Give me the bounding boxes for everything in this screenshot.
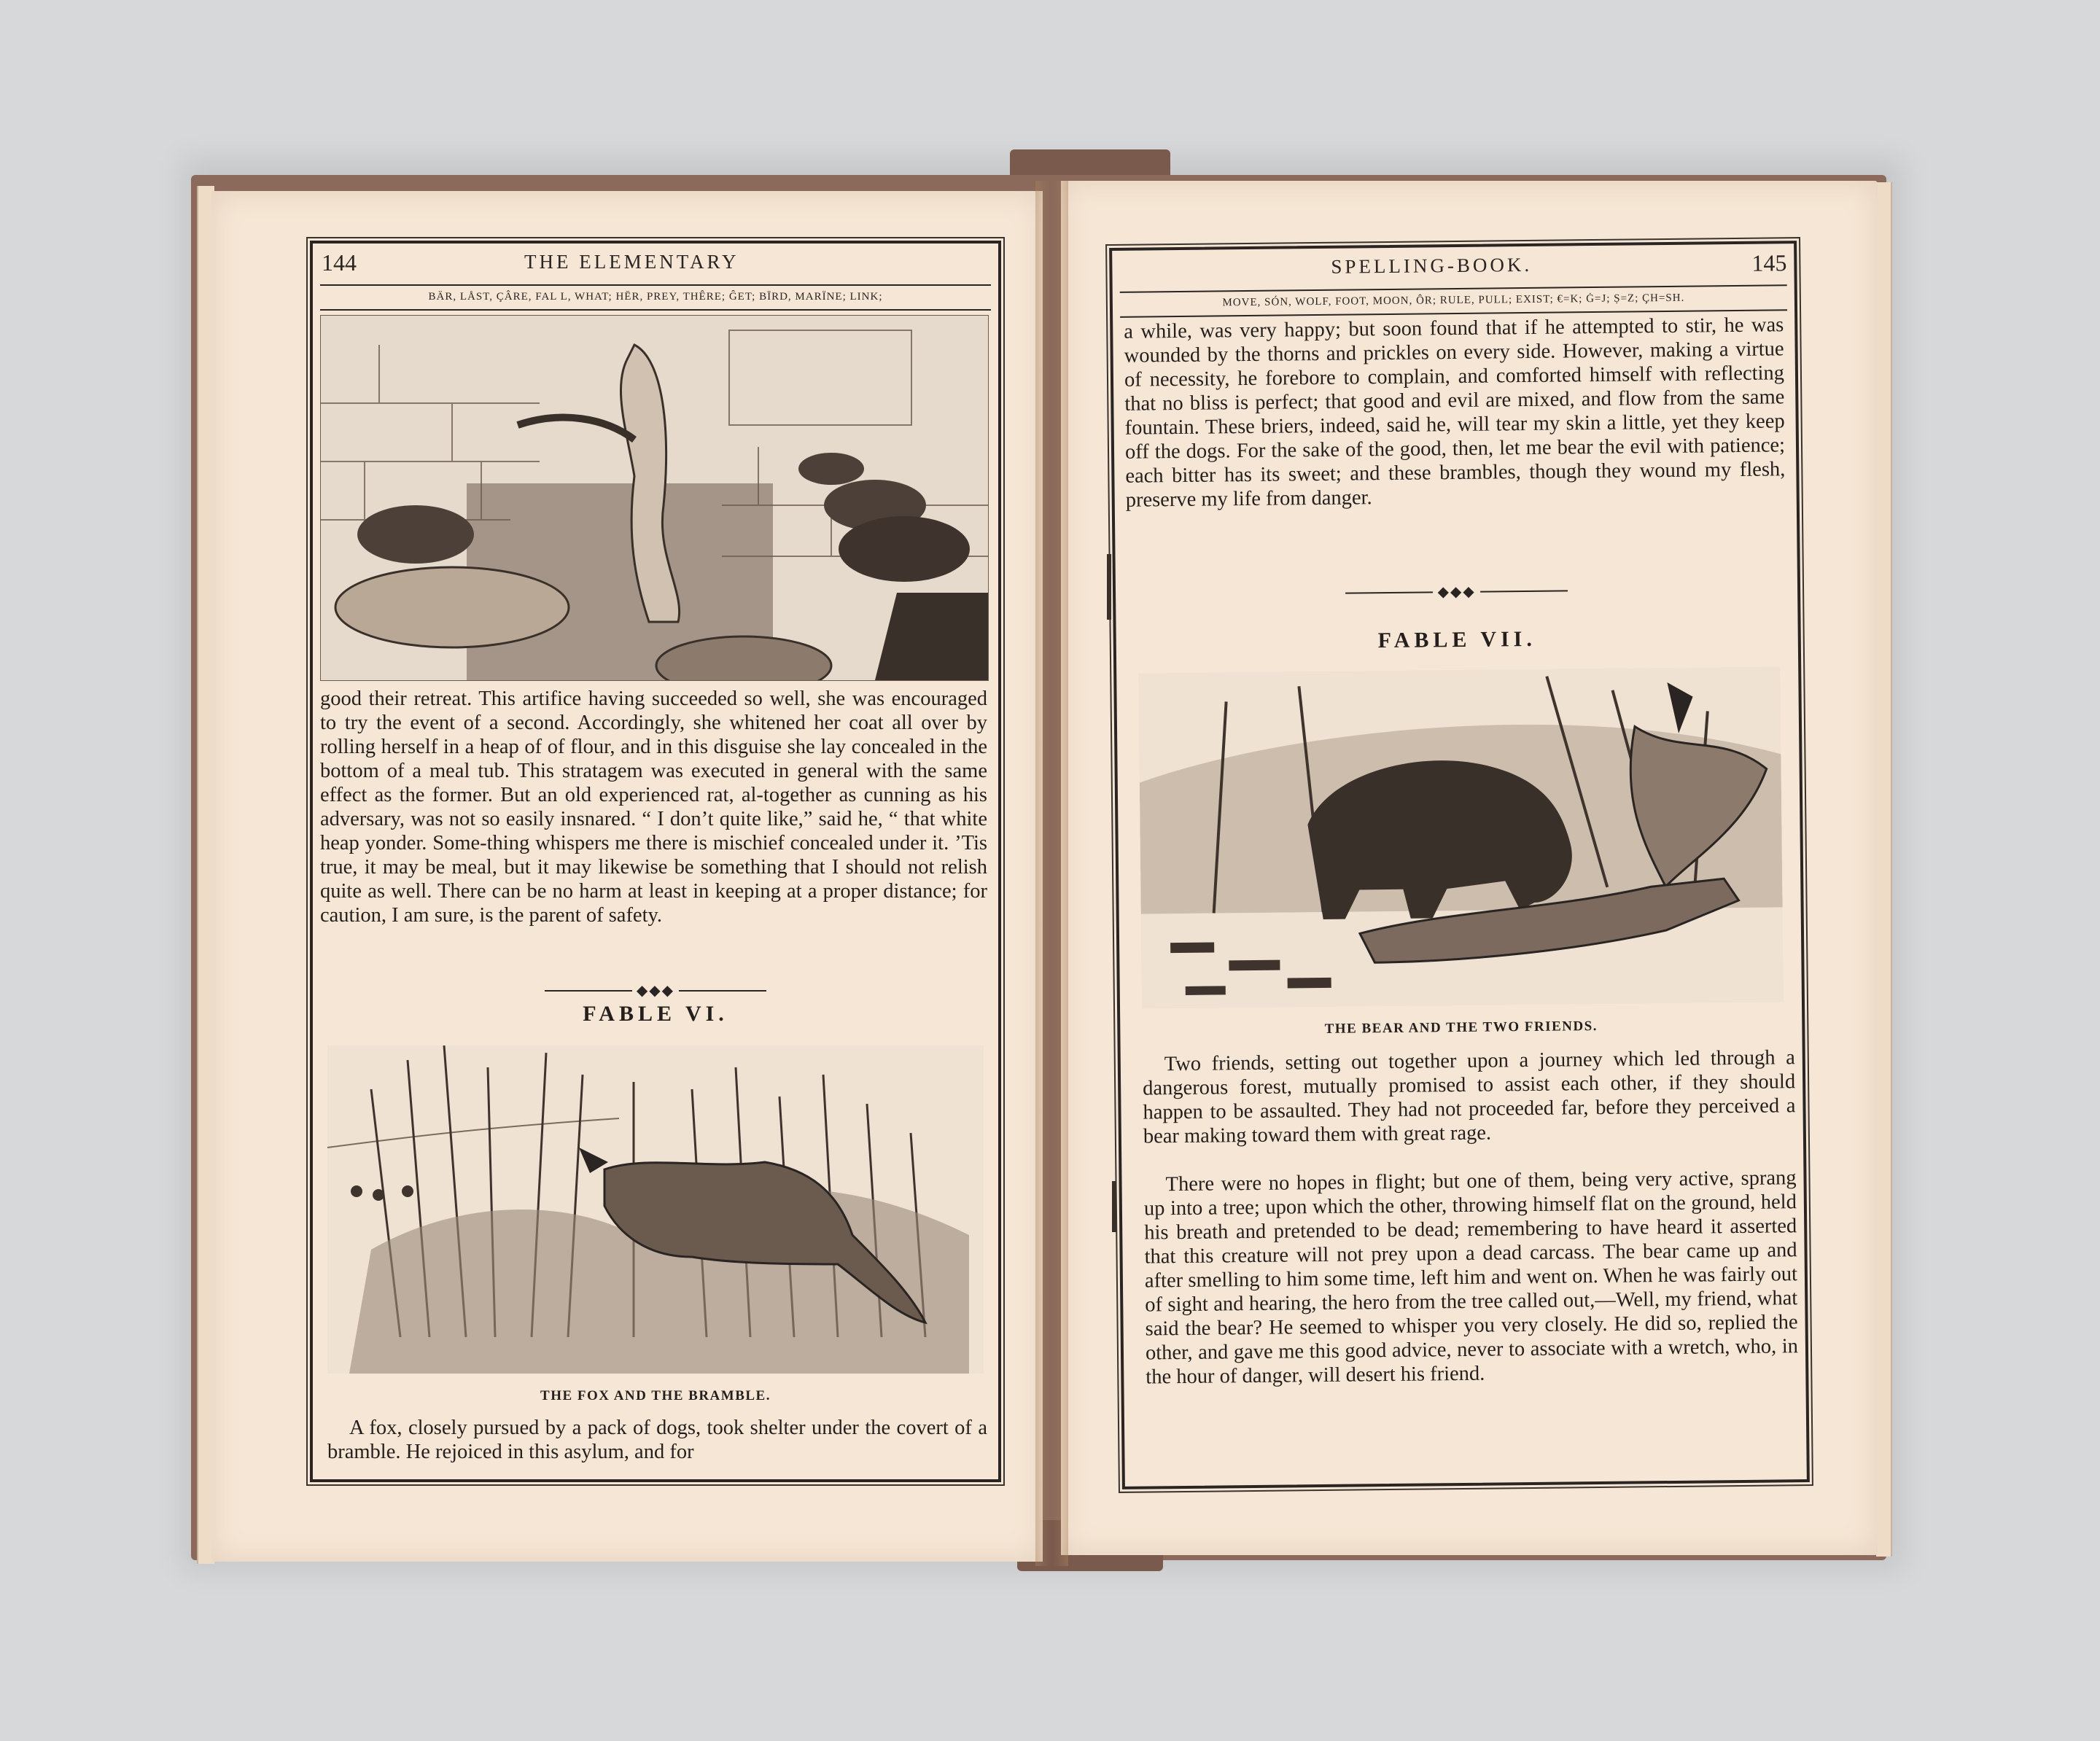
ornament-divider: ◆◆◆: [313, 981, 998, 1000]
fable-vii-title: FABLE VII.: [1377, 626, 1537, 653]
ornament-divider: ◆◆◆: [1116, 579, 1797, 604]
page-mark: [1112, 1181, 1116, 1232]
cat-and-rats-illustration: [320, 315, 989, 681]
right-page-frame: [1109, 241, 1810, 1489]
left-running-head: [313, 251, 998, 280]
left-page-frame: [310, 241, 1001, 1482]
running-title: SPELLING-BOOK.: [1331, 253, 1533, 278]
pronunciation-key: BÄR, LÅST, ÇÂRE, FAL L, WHAT; HĒR, PREY, THÊRE; ĜET; BĪRD, MARÏNE; LINK;: [320, 284, 991, 311]
page-number: 144: [322, 249, 357, 276]
page-mark: [1107, 554, 1111, 620]
page-number: 145: [1751, 249, 1787, 276]
left-paragraph-bottom: [327, 1416, 987, 1464]
fox-bramble-caption: THE FOX AND THE BRAMBLE.: [540, 1388, 771, 1403]
pronunciation-key: MOVE, SÓN, WOLF, FOOT, MOON, ÔR; RULE, PULL; EXIST; €=K; Ġ=J; Ṣ=Z; ÇH=SH.: [1120, 284, 1787, 318]
running-title: THE ELEMENTARY: [524, 251, 739, 273]
right-running-head: [1112, 251, 1794, 287]
fable-vi-title: FABLE VI.: [583, 1002, 728, 1026]
left-paragraph-bottom-text: A fox, closely pursued by a pack of dogs, took shelter under the covert of a bramble. He rejoiced in this asylum, and for: [327, 1417, 987, 1463]
book-gutter: [1035, 181, 1068, 1566]
right-paragraph-1: [1143, 1045, 1796, 1148]
left-paragraph-top-text: good their retreat. This artifice having succeeded so well, she was encouraged to try the event of a second. Accordingly, she whitened her coat all over by rolling herself in a heap of of flour, and in this disguise she lay concealed in the bottom of a meal tub. This stratagem was executed in general with the same effect as the former. But an old experienced rat, al-together as cunning as his adversary, was not so easily insnared. “ I don’t quite like,” said he, “ that white heap yonder. Some-thing whispers me there is mischief concealed under it. ’Tis true, it may be meal, but it may likewise be something that I should not relish quite as well. There can be no harm at least in keeping at a proper distance; for caution, I am sure, is the parent of safety.: [320, 688, 987, 927]
right-paragraph-top: [1124, 313, 1786, 512]
right-paragraph-2-text: There were no hopes in flight; but one of them, being very active, sprang up into a tree; upon which the other, throwing himself flat on the ground, held his breath and pretended to be dead; remembering to have heard it asserted that this creature will not prey upon a dead carcass. The bear came up and after smelling to him some time, left him and went on. When he was fairly out of sight and hearing, the hero from the tree called out,—Well, my friend, what said the bear? He seemed to whisper you very closely. He did so, replied the other, and gave me this good advice, never to associate with a wretch, who, in the hour of danger, will desert his friend.: [1143, 1166, 1799, 1389]
page-edges-right: [1876, 182, 1892, 1557]
right-paragraph-1-text: Two friends, setting out together upon a journey which led through a dangerous forest, mutually promised to assist each other, if they should happen to be assaulted. They had not proceeded far, before they perceived a bear making toward them with great rage.: [1143, 1046, 1796, 1148]
right-paragraph-2: [1143, 1166, 1798, 1389]
right-paragraph-top-text: a while, was very happy; but soon found that if he attempted to stir, he was wounded by the thorns and prickles on every side. However, making a virtue of necessity, he forebore to complain, and comforted himself with reflecting that no bliss is perfect; that good and evil are mixed, and flow from the same fountain. These briers, indeed, said he, will tear my skin a little, yet they keep off the dogs. For the sake of the good, then, let me bear the evil with patience; each bitter has its sweet; and these brambles, though they wound my flesh, preserve my life from danger.: [1124, 313, 1786, 512]
bear-friends-caption: THE BEAR AND THE TWO FRIENDS.: [1324, 1018, 1598, 1037]
left-paragraph-top: [320, 687, 987, 927]
bear-two-friends-illustration: [1138, 666, 1784, 1008]
fox-bramble-illustration: [327, 1045, 984, 1374]
